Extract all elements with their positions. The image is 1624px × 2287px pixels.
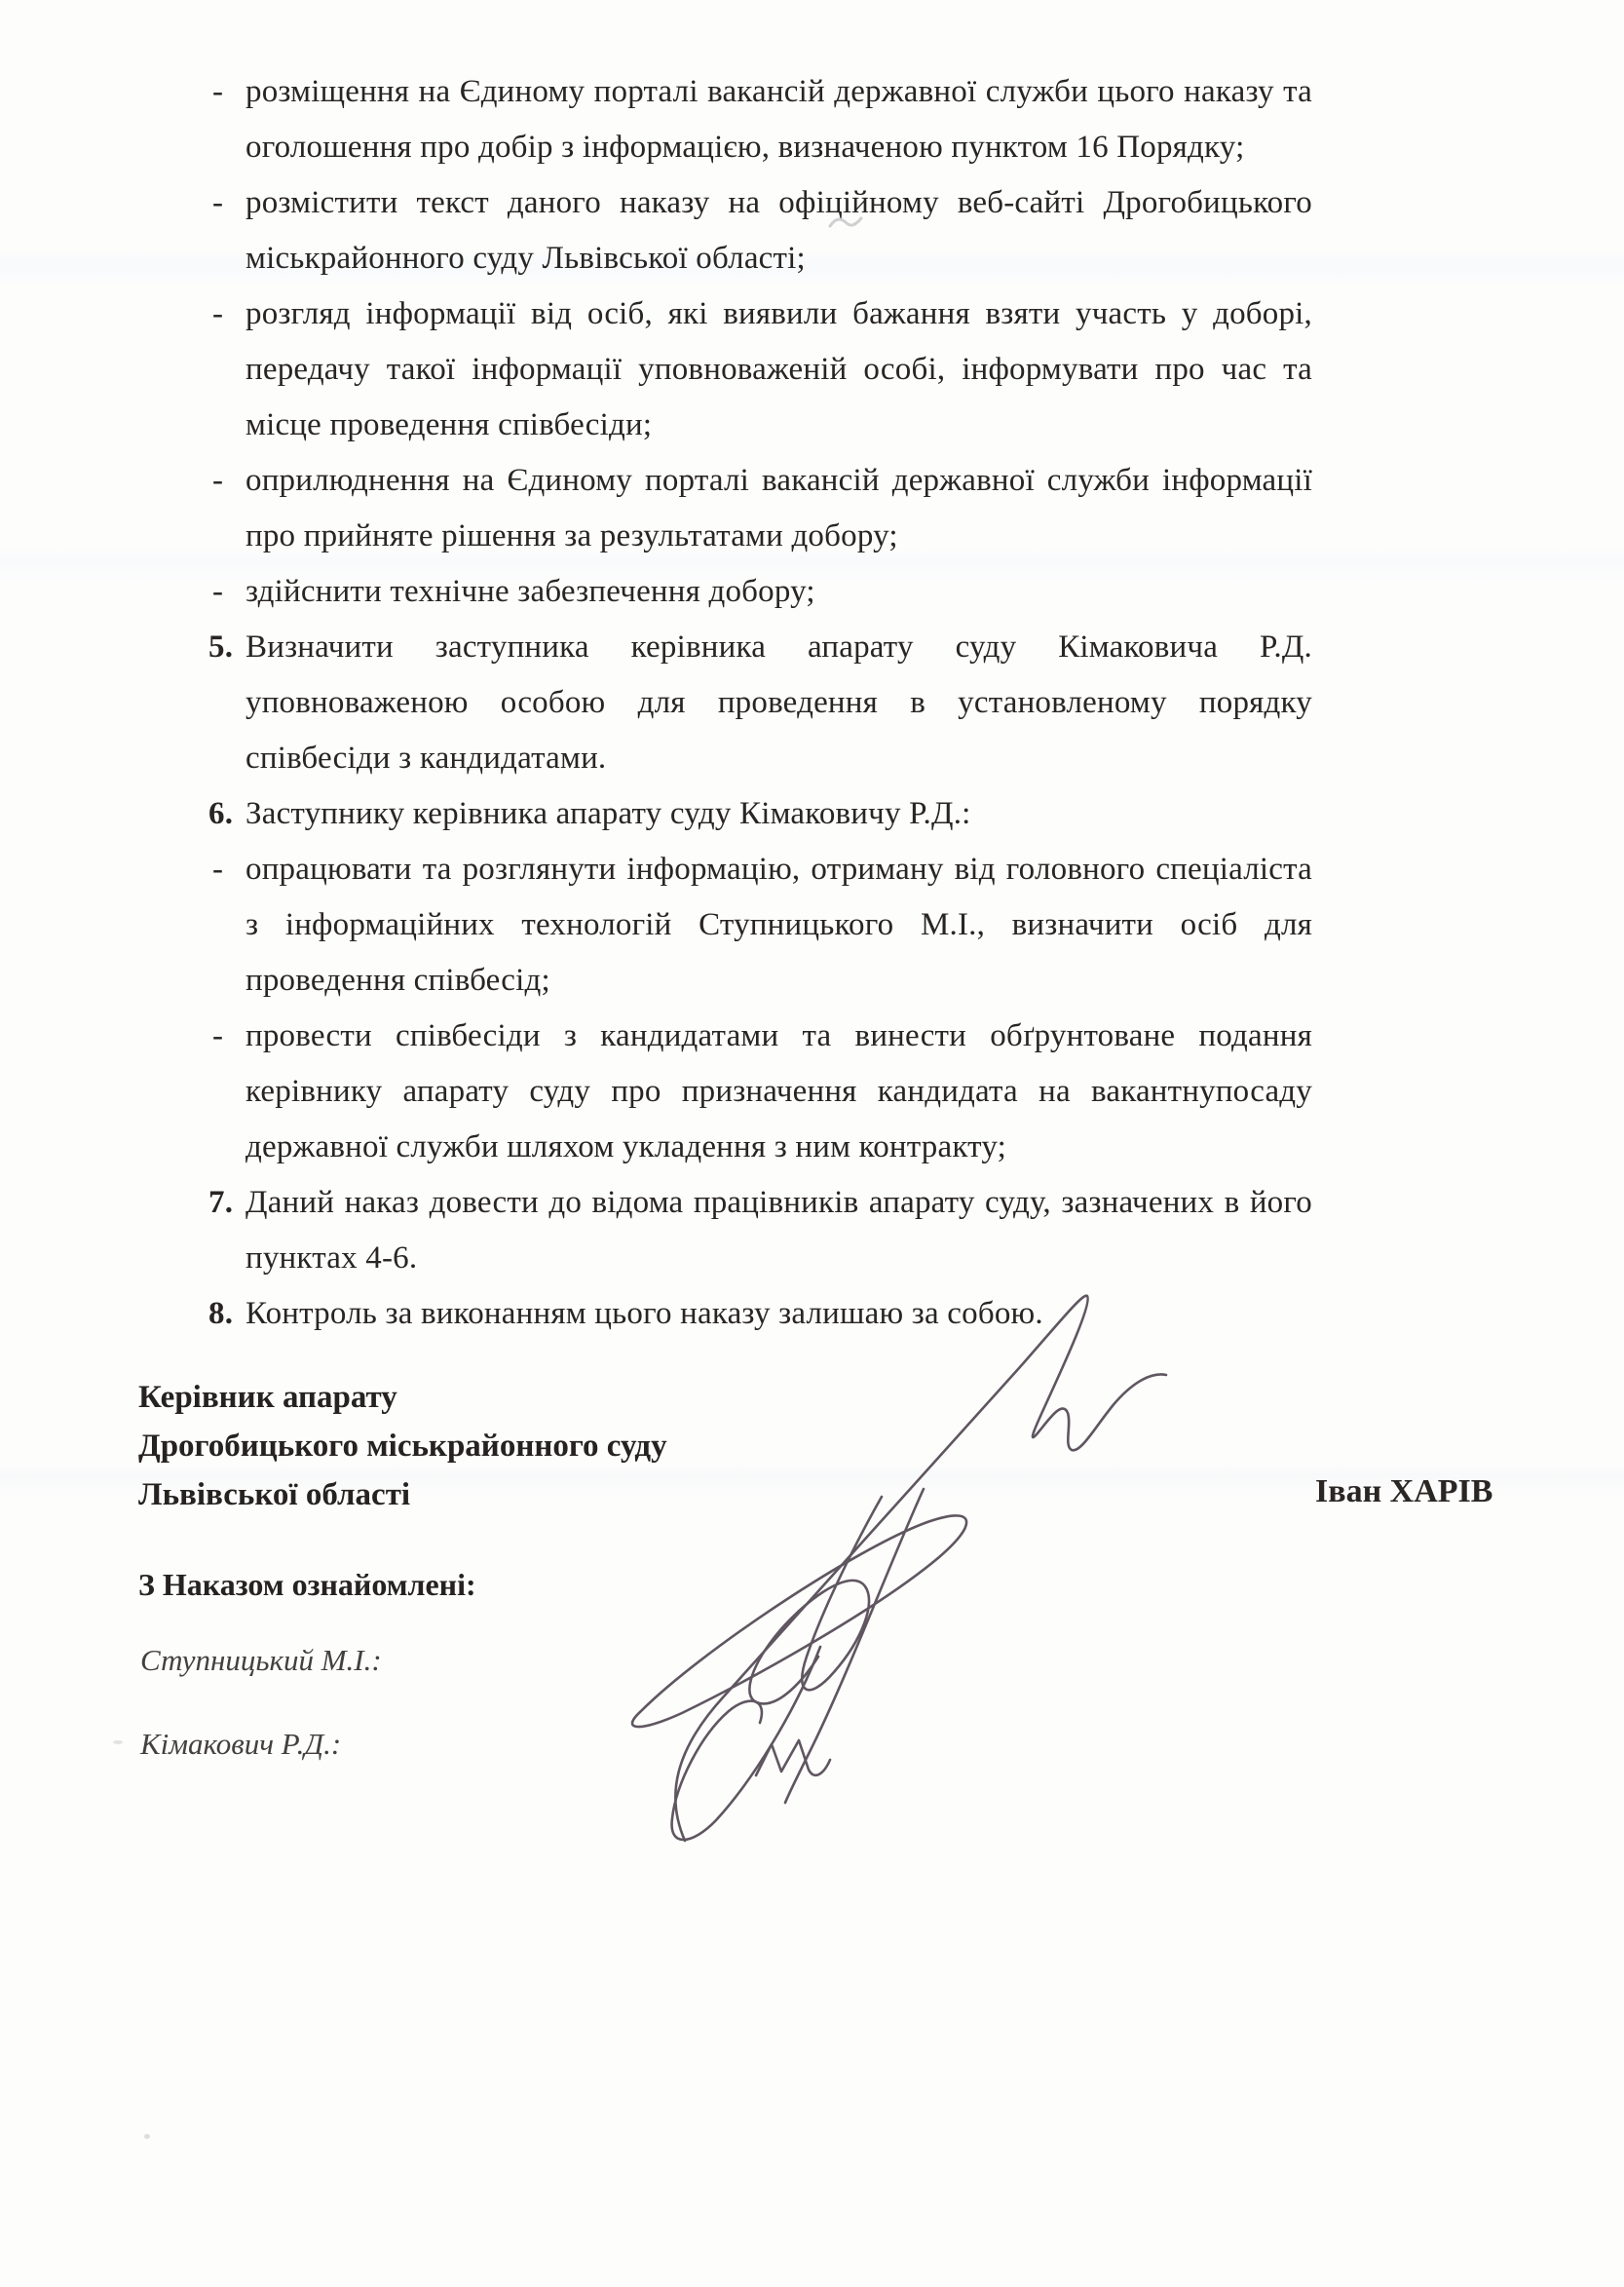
item-text: Контроль за виконанням цього наказу залишаю за собою. (245, 1296, 1043, 1331)
item-text: здійснити технічне забезпечення добору; (245, 574, 815, 609)
item-number: 7. (208, 1185, 234, 1220)
item-marker: - (212, 1018, 224, 1053)
scan-speck (113, 1740, 123, 1744)
item-text: опрацювати та розглянути інформацію, отриману від головного спеціаліста з інформаційних технологій Ступницького М.І., визначити осіб для проведення співбесід; (245, 852, 1312, 998)
item-text: Визначити заступника керівника апарату суду Кімаковича Р.Д. уповноваженою особою для проведення в установленому порядку співбесіди з кандидатами. (245, 629, 1312, 776)
signer-position-line-3: Львівської області (138, 1477, 411, 1512)
item-number: 6. (208, 796, 234, 831)
item-text: провести співбесіди з кандидатами та винести обґрунтоване подання керівнику апарату суду про призначення кандидата на вакантнупосаду державної служби шляхом укладення з ним контракту; (245, 1018, 1312, 1164)
item-marker: - (212, 852, 224, 887)
item-marker: - (212, 74, 224, 109)
signer-name: Іван ХАРІВ (1315, 1473, 1493, 1509)
item-marker: - (212, 296, 224, 331)
acknowledgment-heading: З Наказом ознайомлені: (138, 1567, 476, 1602)
signer-position-line-2: Дрогобицького міськрайонного суду (138, 1429, 667, 1464)
item-text: розміщення на Єдиному порталі вакансій державної служби цього наказу та оголошення про добір з інформацією, визначеною пунктом 16 Порядку; (245, 74, 1312, 165)
item-marker: - (212, 574, 224, 609)
scan-speck (144, 2134, 150, 2139)
item-text: розгляд інформації від осіб, які виявили бажання взяти участь у доборі, передачу такої інформації уповноваженій особі, інформувати про час та місце проведення співбесіди; (245, 296, 1312, 442)
item-marker: - (212, 185, 224, 220)
item-number: 8. (208, 1296, 234, 1331)
signer-position-line-1: Керівник апарату (138, 1380, 397, 1415)
acknowledged-person-2: Кімакович Р.Д.: (140, 1727, 342, 1761)
item-text: Заступнику керівника апарату суду Кімаковичу Р.Д.: (245, 796, 971, 831)
item-number: 5. (208, 629, 234, 665)
item-text: Даний наказ довести до відома працівників апарату суду, зазначених в його пунктах 4-6. (245, 1185, 1312, 1276)
item-text: розмістити текст даного наказу на офіційному веб-сайті Дрогобицького міськрайонного суду Львівської області; (245, 185, 1312, 276)
item-text: оприлюднення на Єдиному порталі вакансій державної служби інформації про прийняте рішення за результатами добору; (245, 463, 1312, 553)
item-marker: - (212, 463, 224, 498)
acknowledged-person-1: Ступницький М.І.: (140, 1643, 382, 1677)
